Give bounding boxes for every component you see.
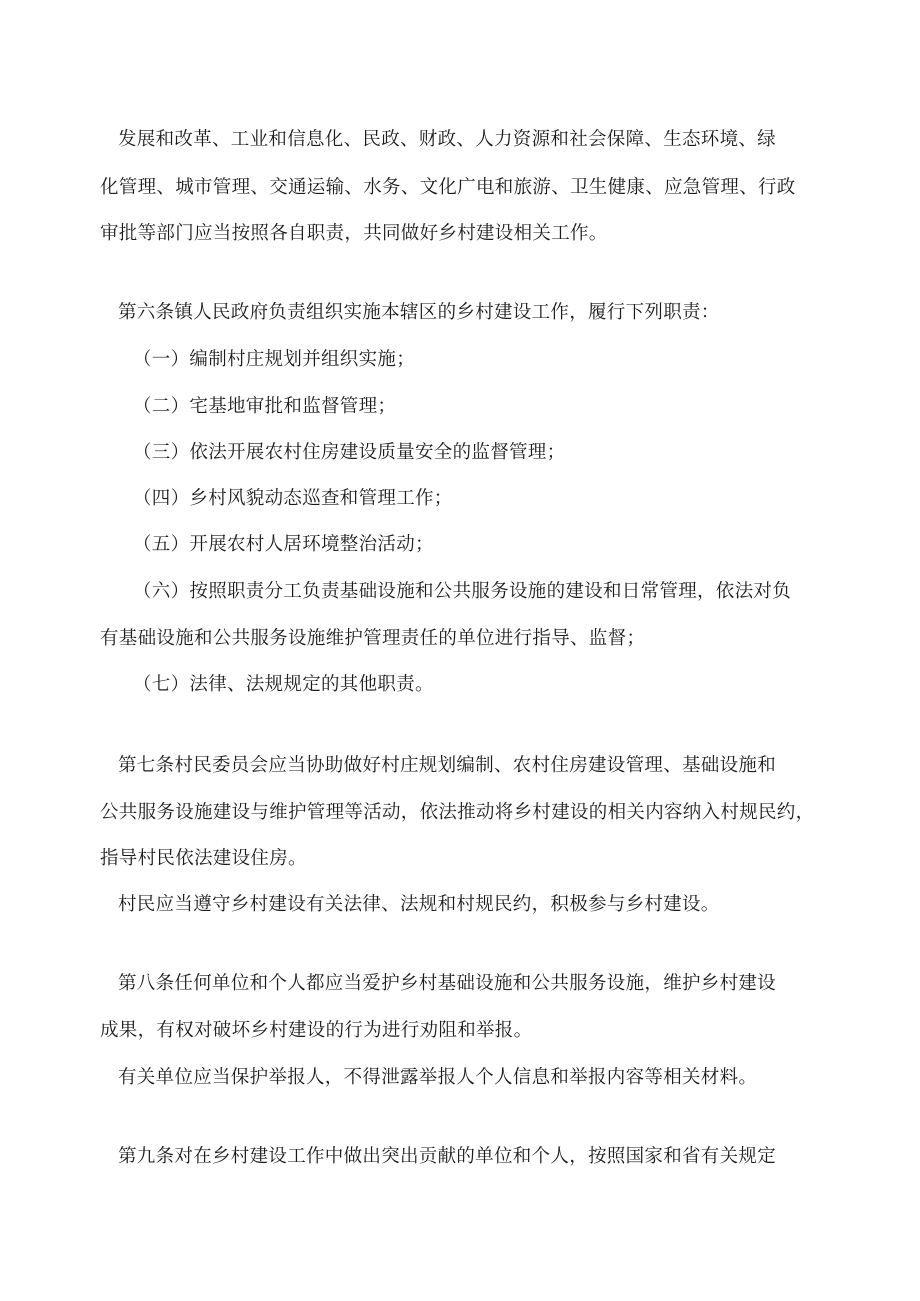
list-item: （四）乡村风貌动态巡查和管理工作； <box>133 488 453 509</box>
text-line: 第九条对在乡村建设工作中做出突出贡献的单位和个人，按照国家和省有关规定 <box>118 1146 777 1167</box>
text-line: 第八条任何单位和个人都应当爱护乡村基础设施和公共服务设施，维护乡村建设 <box>118 973 777 994</box>
article-heading-line: 第六条镇人民政府负责组织实施本辖区的乡村建设工作，履行下列职责： <box>118 302 720 323</box>
text-line: 第七条村民委员会应当协助做好村庄规划编制、农村住房建设管理、基础设施和 <box>118 755 777 776</box>
text-line: 成果，有权对破坏乡村建设的行为进行劝阻和举报。 <box>100 1020 533 1041</box>
text-line: 指导村民依法建设住房。 <box>100 848 307 869</box>
list-item: （五）开展农村人居环境整治活动； <box>133 534 434 555</box>
list-item: （三）依法开展农村住房建设质量安全的监督管理； <box>133 442 566 463</box>
list-item-continuation: 有基础设施和公共服务设施维护管理责任的单位进行指导、监督； <box>100 628 646 649</box>
list-item: （二）宅基地审批和监督管理； <box>133 396 397 417</box>
text-line: 公共服务设施建设与维护管理等活动，依法推动将乡村建设的相关内容纳入村规民约， <box>100 802 815 823</box>
list-item: （一）编制村庄规划并组织实施； <box>133 349 416 370</box>
list-item: （六）按照职责分工负责基础设施和公共服务设施的建设和日常管理，依法对负 <box>133 581 792 602</box>
text-line: 审批等部门应当按照各自职责，共同做好乡村建设相关工作。 <box>100 223 608 244</box>
text-line: 有关单位应当保护举报人，不得泄露举报人个人信息和举报内容等相关材料。 <box>118 1067 758 1088</box>
list-item: （七）法律、法规规定的其他职责。 <box>133 674 434 695</box>
text-line: 村民应当遵守乡村建设有关法律、法规和村规民约，积极参与乡村建设。 <box>118 894 720 915</box>
text-line: 化管理、城市管理、交通运输、水务、文化广电和旅游、卫生健康、应急管理、行政 <box>100 177 796 198</box>
text-line: 发展和改革、工业和信息化、民政、财政、人力资源和社会保障、生态环境、绿 <box>118 129 777 150</box>
